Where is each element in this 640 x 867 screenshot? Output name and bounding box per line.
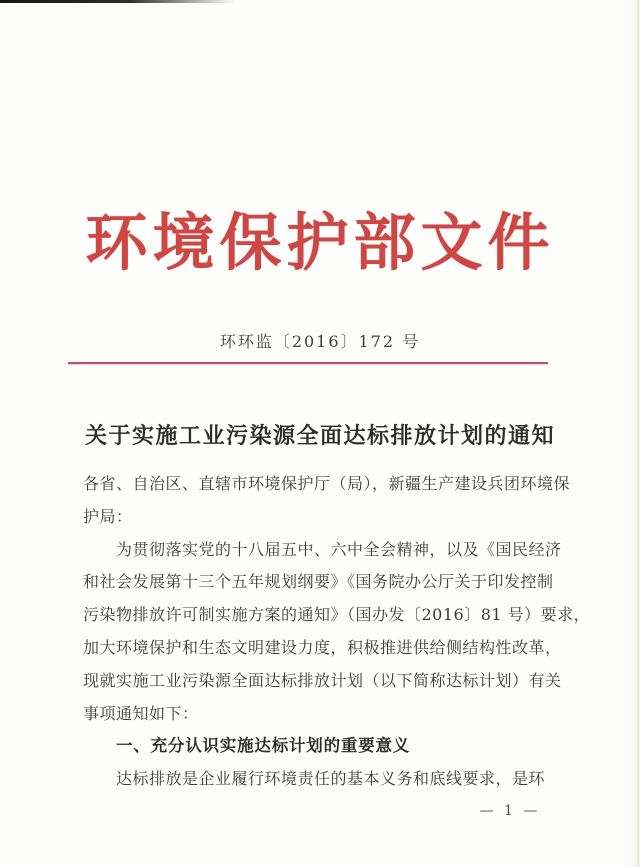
agency-masthead-title: 环境保护部文件	[85, 206, 555, 279]
body-line: 达标排放是企业履行环境责任的基本义务和底线要求，是环	[116, 769, 546, 789]
page-number: — 1 —	[479, 803, 541, 819]
scan-artifact-top-left	[0, 0, 235, 3]
body-line: 和社会发展第十三个五年规划纲要》《国务院办公厅关于印发控制	[83, 572, 554, 592]
body-line: 事项通知如下：	[83, 703, 199, 723]
body-line: 加大环境保护和生态文明建设力度，积极推进供给侧结构性改革，	[83, 637, 562, 657]
body-line: 污染物排放许可制实施方案的通知》（国办发〔2016〕81 号）要求，	[83, 605, 591, 625]
body-line: 各省、自治区、直辖市环境保护厅（局），新疆生产建设兵团环境保	[83, 474, 571, 493]
section-heading: 一、充分认识实施达标计划的重要意义	[116, 736, 411, 756]
red-divider-rule	[68, 362, 548, 364]
notice-title: 关于实施工业污染源全面达标排放计划的通知	[84, 423, 555, 449]
document-number: 环环监〔2016〕172 号	[219, 332, 421, 351]
body-line: 护局：	[83, 506, 133, 526]
document-body	[83, 468, 591, 796]
body-line: 为贯彻落实党的十八届五中、六中全会精神，以及《国民经济	[116, 539, 562, 559]
body-line: 现就实施工业污染源全面达标排放计划（以下简称达标计划）有关	[83, 670, 562, 690]
